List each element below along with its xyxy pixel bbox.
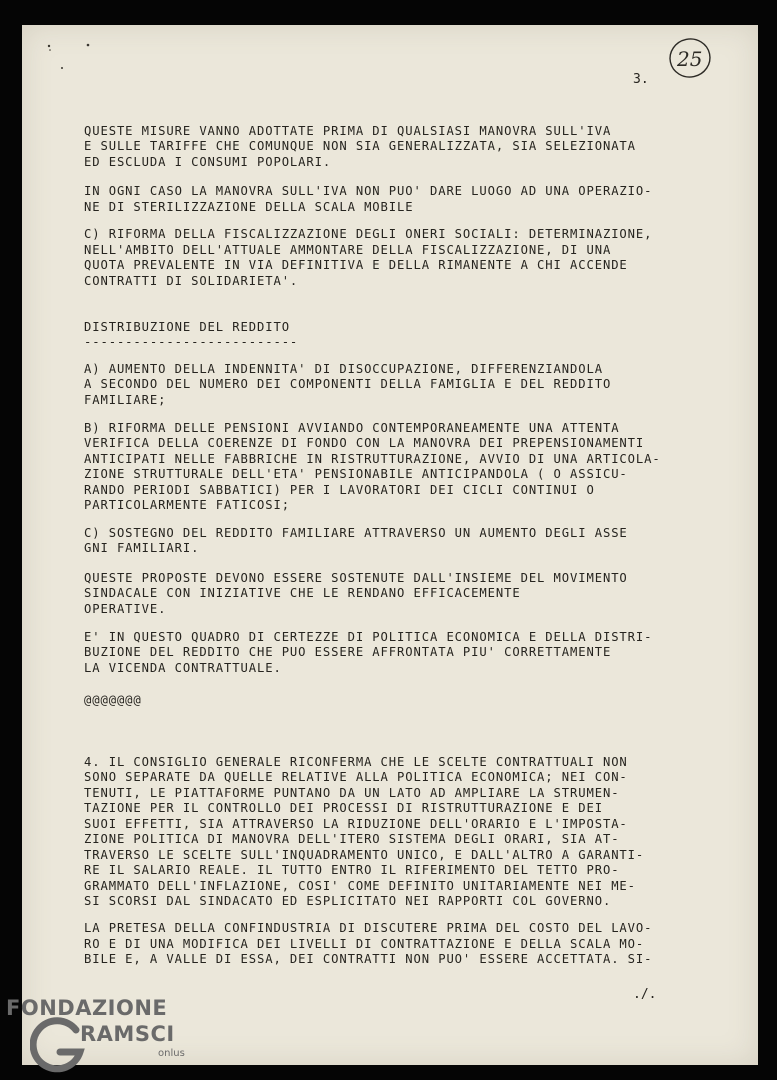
text-line: QUOTA PREVALENTE IN VIA DEFINITIVA E DELLA RIMANENTE A CHI ACCENDE xyxy=(84,258,628,272)
text-line: NE DI STERILIZZAZIONE DELLA SCALA MOBILE xyxy=(84,200,414,214)
continuation-mark: ./. xyxy=(633,987,657,1002)
text-line: QUESTE MISURE VANNO ADOTTATE PRIMA DI QUALSIASI MANOVRA SULL'IVA xyxy=(84,124,612,138)
text-line: C) SOSTEGNO DEL REDDITO FAMILIARE ATTRAVERSO UN AUMENTO DEGLI ASSE xyxy=(84,526,628,540)
text-line: FAMILIARE; xyxy=(84,393,167,407)
text-line: A SECONDO DEL NUMERO DEI COMPONENTI DELLA FAMIGLIA E DEL REDDITO xyxy=(84,377,612,391)
page-number: 3. xyxy=(633,72,649,87)
text-line: GRAMMATO DELL'INFLAZIONE, COSI' COME DEFINITO UNITARIAMENTE NEI ME- xyxy=(84,879,636,893)
text-line: B) RIFORMA DELLE PENSIONI AVVIANDO CONTEMPORANEAMENTE UNA ATTENTA xyxy=(84,421,620,435)
text-line: BILE E, A VALLE DI ESSA, DEI CONTRATTI NON PUO' ESSERE ACCETTATA. SI- xyxy=(84,952,653,966)
text-line: ED ESCLUDA I CONSUMI POPOLARI. xyxy=(84,155,332,169)
text-line: DISTRIBUZIONE DEL REDDITO xyxy=(84,320,290,334)
text-line: LA PRETESA DELLA CONFINDUSTRIA DI DISCUTERE PRIMA DEL COSTO DEL LAVO- xyxy=(84,921,653,935)
text-line: ZIONE POLITICA DI MANOVRA DELL'ITERO SISTEMA DEGLI ORARI, SIA AT- xyxy=(84,832,620,846)
text-line: 4. IL CONSIGLIO GENERALE RICONFERMA CHE LE SCELTE CONTRATTUALI NON xyxy=(84,755,628,769)
text-line: C) RIFORMA DELLA FISCALIZZAZIONE DEGLI ONERI SOCIALI: DETERMINAZIONE, xyxy=(84,227,653,241)
text-line: BUZIONE DEL REDDITO CHE PUO ESSERE AFFRONTATA PIU' CORRETTAMENTE xyxy=(84,645,612,659)
text-line: E' IN QUESTO QUADRO DI CERTEZZE DI POLITICA ECONOMICA E DELLA DISTRI- xyxy=(84,630,653,644)
text-line: SI SCORSI DAL SINDACATO ED ESPLICITATO NEI RAPPORTI COL GOVERNO. xyxy=(84,894,612,908)
text-line: ANTICIPATI NELLE FABBRICHE IN RISTRUTTURAZIONE, AVVIO DI UNA ARTICOLA- xyxy=(84,452,661,466)
text-line: SINDACALE CON INIZIATIVE CHE LE RENDANO EFFICACEMENTE xyxy=(84,586,521,600)
text-line: NELL'AMBITO DELL'ATTUALE AMMONTARE DELLA FISCALIZZAZIONE, DI UNA xyxy=(84,243,612,257)
text-line: RE IL SALARIO REALE. IL TUTTO ENTRO IL RIFERIMENTO DEL TETTO PRO- xyxy=(84,863,620,877)
text-line: TRAVERSO LE SCELTE SULL'INQUADRAMENTO UNICO, E DALL'ALTRO A GARANTI- xyxy=(84,848,645,862)
text-line: RO E DI UNA MODIFICA DEI LIVELLI DI CONTRATTAZIONE E DELLA SCALA MO- xyxy=(84,937,645,951)
text-line: SONO SEPARATE DA QUELLE RELATIVE ALLA POLITICA ECONOMICA; NEI CON- xyxy=(84,770,628,784)
text-line: E SULLE TARIFFE CHE COMUNQUE NON SIA GENERALIZZATA, SIA SELEZIONATA xyxy=(84,139,636,153)
text-line: TAZIONE PER IL CONTROLLO DEI PROCESSI DI RISTRUTTURAZIONE E DEI xyxy=(84,801,603,815)
text-line: OPERATIVE. xyxy=(84,602,167,616)
text-line: TENUTI, LE PIATTAFORME PUNTANO DA UN LATO AD AMPLIARE LA STRUMEN- xyxy=(84,786,620,800)
text-line: CONTRATTI DI SOLIDARIETA'. xyxy=(84,274,299,288)
text-line: -------------------------- xyxy=(84,335,299,349)
watermark-line2: RAMSCI xyxy=(80,1022,175,1046)
text-line: VERIFICA DELLA COERENZE DI FONDO CON LA MANOVRA DEI PREPENSIONAMENTI xyxy=(84,436,645,450)
text-line: GNI FAMILIARI. xyxy=(84,541,200,555)
text-line: PARTICOLARMENTE FATICOSI; xyxy=(84,498,290,512)
text-line: IN OGNI CASO LA MANOVRA SULL'IVA NON PUO' DARE LUOGO AD UNA OPERAZIO- xyxy=(84,184,653,198)
text-line: A) AUMENTO DELLA INDENNITA' DI DISOCCUPAZIONE, DIFFERENZIANDOLA xyxy=(84,362,603,376)
text-line: RANDO PERIODI SABBATICI) PER I LAVORATORI DEI CICLI CONTINUI O xyxy=(84,483,595,497)
paper-specks xyxy=(45,40,105,80)
watermark-line3: onlus xyxy=(158,1048,185,1059)
watermark-line1: FONDAZIONE xyxy=(6,996,168,1020)
handwritten-page-number xyxy=(668,36,712,80)
handwritten-number-text: 25 xyxy=(677,47,703,71)
text-line: QUESTE PROPOSTE DEVONO ESSERE SOSTENUTE DALL'INSIEME DEL MOVIMENTO xyxy=(84,571,628,585)
text-line: @@@@@@@ xyxy=(84,693,142,707)
text-line: ZIONE STRUTTURALE DELL'ETA' PENSIONABILE ANTICIPANDOLA ( O ASSICU- xyxy=(84,467,628,481)
text-line: LA VICENDA CONTRATTUALE. xyxy=(84,661,282,675)
watermark-g-logo xyxy=(30,1016,86,1076)
text-line: SUOI EFFETTI, SIA ATTRAVERSO LA RIDUZIONE DELL'ORARIO E L'IMPOSTA- xyxy=(84,817,628,831)
